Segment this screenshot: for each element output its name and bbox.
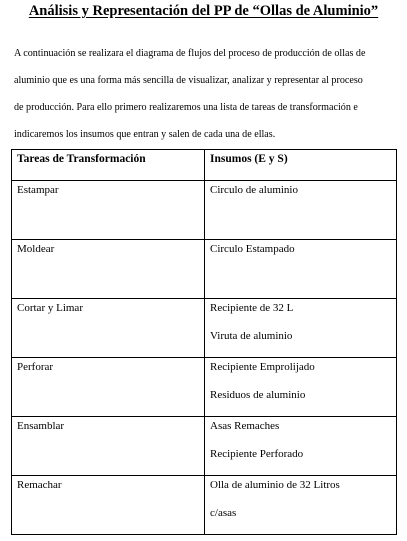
input-label: Circulo Estampado [210, 243, 295, 255]
task-cell [12, 299, 205, 358]
task-cell [12, 240, 205, 299]
table-row [12, 240, 397, 299]
task-label: Moldear [17, 243, 55, 255]
task-cell [12, 181, 205, 240]
input-label: Circulo de aluminio [210, 184, 298, 196]
document-title-text: Análisis y Representación del PP de “Ollas de Aluminio” [28, 3, 379, 19]
task-label: Perforar [17, 361, 54, 373]
table-row [12, 417, 397, 476]
input-label: Recipiente Emprolijado [210, 361, 315, 373]
inputs-cell [205, 476, 397, 535]
inputs-cell [205, 358, 397, 417]
task-cell [12, 476, 205, 535]
table-row [12, 358, 397, 417]
inputs-cell [205, 417, 397, 476]
input-label: c/asas [210, 507, 237, 519]
header-inputs: Insumos (E y S) [205, 150, 397, 181]
table-row [12, 476, 397, 535]
table-header-row [12, 150, 397, 181]
input-label: Recipiente Perforado [210, 448, 304, 460]
input-label: Viruta de aluminio [210, 330, 293, 342]
document-title [0, 2, 407, 20]
task-label: Remachar [17, 479, 62, 491]
intro-line: de producción. Para ello primero realizaremos una lista de tareas de transformación e [14, 102, 358, 113]
inputs-cell [205, 299, 397, 358]
task-label: Cortar y Limar [17, 302, 83, 314]
inputs-cell [205, 181, 397, 240]
intro-line: A continuación se realizara el diagrama de flujos del proceso de producción de ollas de [14, 48, 366, 59]
intro-line: indicaremos los insumos que entran y salen de cada una de ellas. [14, 129, 276, 140]
input-label: Asas Remaches [210, 420, 280, 432]
task-cell [12, 417, 205, 476]
intro-line: aluminio que es una forma más sencilla de visualizar, analizar y representar al proceso [14, 75, 363, 86]
input-label: Residuos de aluminio [210, 389, 306, 401]
task-label: Ensamblar [17, 420, 65, 432]
transformation-table [11, 149, 397, 535]
header-tasks: Tareas de Transformación [12, 150, 205, 181]
table-row [12, 181, 397, 240]
task-cell [12, 358, 205, 417]
input-label: Olla de aluminio de 32 Litros [210, 479, 340, 491]
inputs-cell [205, 240, 397, 299]
intro-paragraph [14, 40, 400, 148]
table-row [12, 299, 397, 358]
task-label: Estampar [17, 184, 59, 196]
input-label: Recipiente de 32 L [210, 302, 294, 314]
